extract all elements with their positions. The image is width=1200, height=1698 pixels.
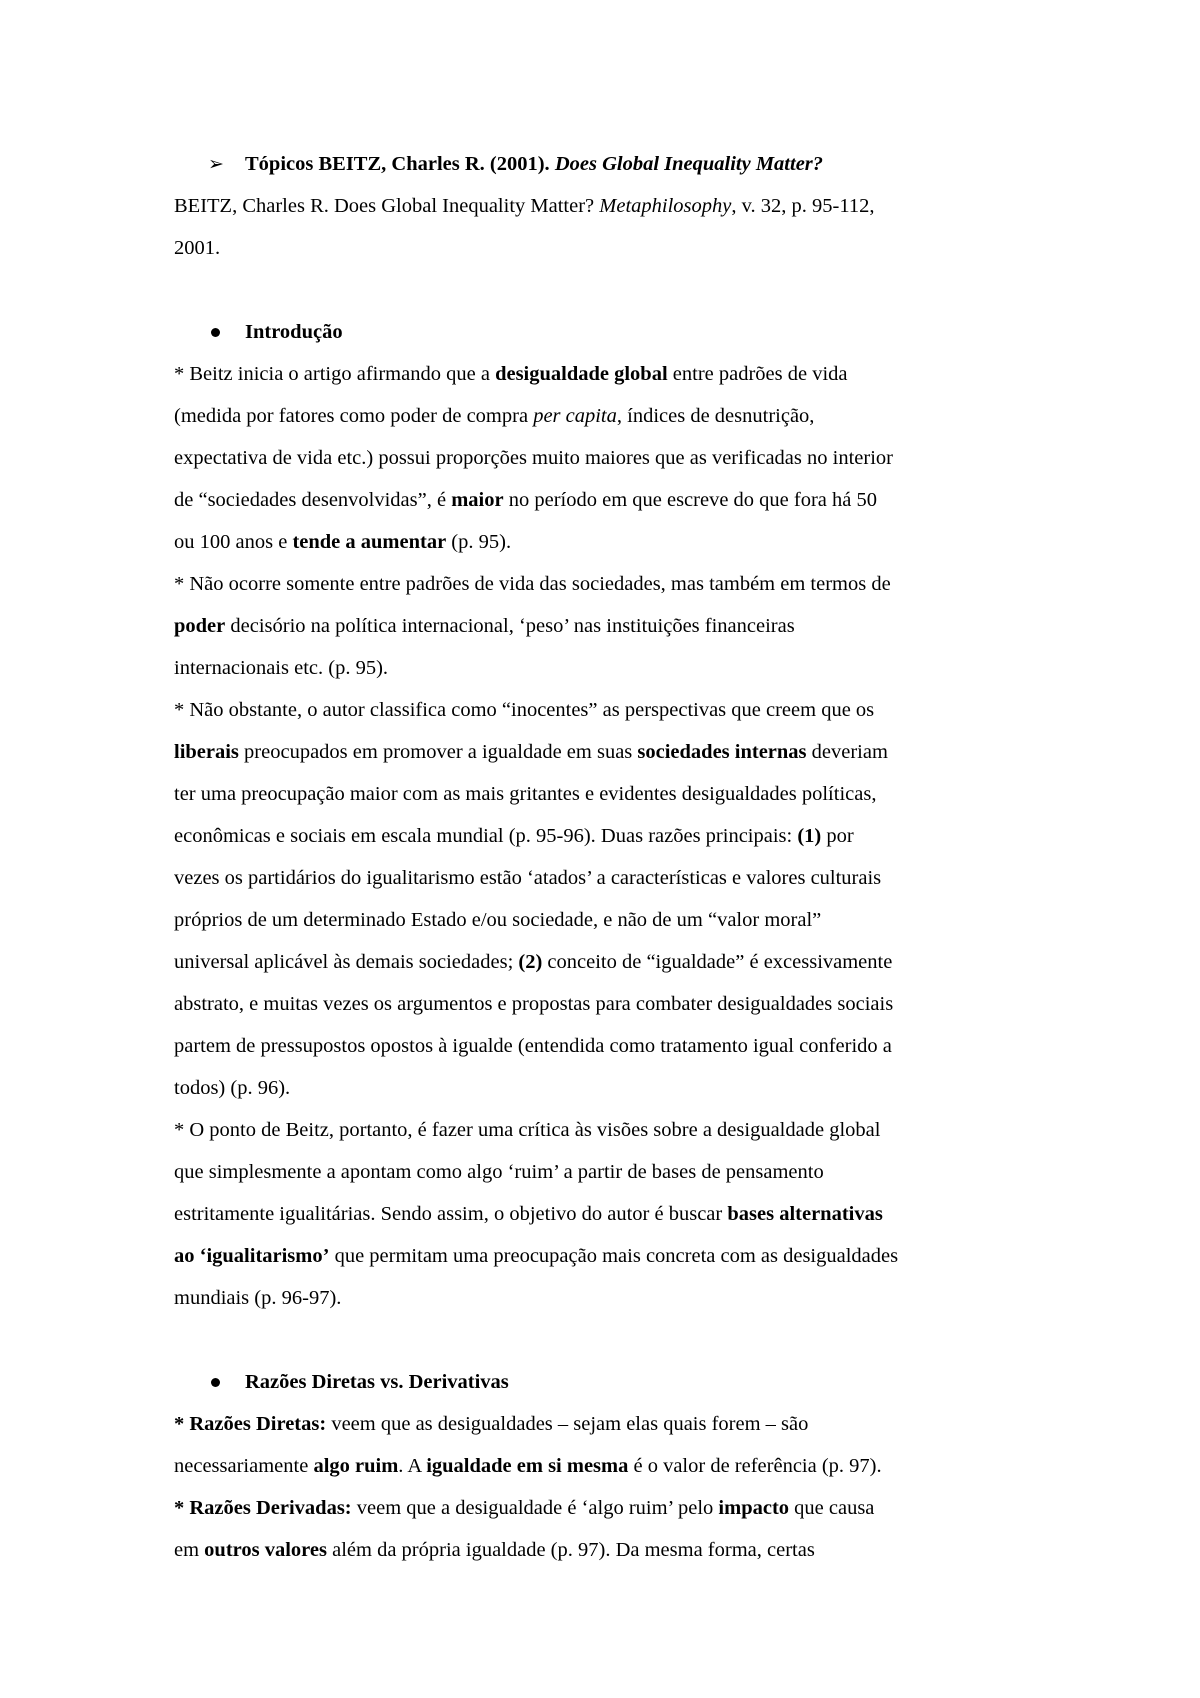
spacer xyxy=(174,269,1044,311)
text: deveriam xyxy=(806,741,888,763)
citation-line xyxy=(174,185,1044,227)
paragraph-line xyxy=(174,899,1044,941)
citation-text: BEITZ, Charles R. Does Global Inequality Matter? xyxy=(174,195,600,217)
bold-text: * Razões Diretas: xyxy=(174,1413,327,1435)
paragraph-line xyxy=(174,1067,1044,1109)
text: * O ponto de Beitz, portanto, é fazer uma crítica às visões sobre a desigualdade global xyxy=(174,1119,881,1141)
text: . A xyxy=(398,1455,427,1477)
text: de “sociedades desenvolvidas”, é xyxy=(174,489,452,511)
paragraph-line xyxy=(174,437,1044,479)
section-heading-intro xyxy=(174,311,1044,353)
bold-text: * Razões Derivadas: xyxy=(174,1497,352,1519)
section-title: Razões Diretas vs. Derivativas xyxy=(245,1371,509,1393)
paragraph-line xyxy=(174,1025,1044,1067)
citation-text: , v. 32, p. 95-112, xyxy=(731,195,875,217)
text: todos) (p. 96). xyxy=(174,1077,291,1099)
bold-text: (2) xyxy=(518,951,543,973)
paragraph-line xyxy=(174,689,1044,731)
section-title: Introdução xyxy=(245,321,343,343)
bullet-icon xyxy=(211,328,220,337)
heading-title: Does Global Inequality Matter? xyxy=(554,153,824,175)
bold-text: igualdade em si mesma xyxy=(426,1455,629,1477)
italic-text: per capita xyxy=(533,405,617,427)
text: veem que a desigualdade é ‘algo ruim’ pelo xyxy=(351,1497,719,1519)
heading-text: Tópicos BEITZ, Charles R. (2001). xyxy=(245,153,555,175)
paragraph-line xyxy=(174,353,1044,395)
bold-text: ao ‘igualitarismo’ xyxy=(174,1245,330,1267)
bold-text: sociedades internas xyxy=(637,741,807,763)
text: * Beitz inicia o artigo afirmando que a xyxy=(174,363,496,385)
paragraph-line xyxy=(174,1487,1044,1529)
bold-text: maior xyxy=(451,489,504,511)
bold-text: bases alternativas xyxy=(727,1203,883,1225)
text: decisório na política internacional, ‘peso’ nas instituições financeiras xyxy=(225,615,795,637)
paragraph-line xyxy=(174,521,1044,563)
text: no período em que escreve do que fora há 50 xyxy=(503,489,878,511)
text: abstrato, e muitas vezes os argumentos e propostas para combater desigualdades sociais xyxy=(174,993,894,1015)
spacer xyxy=(174,1319,1044,1361)
text: * Não ocorre somente entre padrões de vida das sociedades, mas também em termos de xyxy=(174,573,891,595)
text: além da própria igualdade (p. 97). Da mesma forma, certas xyxy=(326,1539,815,1561)
bullet-icon xyxy=(211,1378,220,1387)
citation-journal: Metaphilosophy xyxy=(599,195,732,217)
paragraph-line xyxy=(174,983,1044,1025)
bold-text: liberais xyxy=(174,741,239,763)
paragraph-line xyxy=(174,1151,1044,1193)
text: veem que as desigualdades – sejam elas quais forem – são xyxy=(326,1413,809,1435)
text: partem de pressupostos opostos à igualde (entendida como tratamento igual conferido a xyxy=(174,1035,892,1057)
paragraph-line xyxy=(174,605,1044,647)
paragraph-line xyxy=(174,1445,1044,1487)
arrow-bullet-icon: ➢ xyxy=(208,153,224,175)
paragraph-line xyxy=(174,1193,1044,1235)
paragraph-line xyxy=(174,1277,1044,1319)
text: ter uma preocupação maior com as mais gritantes e evidentes desigualdades políticas, xyxy=(174,783,877,805)
text: que permitam uma preocupação mais concreta com as desigualdades xyxy=(329,1245,899,1267)
paragraph-line xyxy=(174,1529,1044,1571)
section-heading-razoes xyxy=(174,1361,1044,1403)
paragraph-line xyxy=(174,1235,1044,1277)
document-body xyxy=(174,143,1044,1571)
bold-text: tende a aumentar xyxy=(292,531,447,553)
paragraph-line xyxy=(174,731,1044,773)
paragraph-line xyxy=(174,815,1044,857)
text: por xyxy=(821,825,854,847)
text: ou 100 anos e xyxy=(174,531,293,553)
text: necessariamente xyxy=(174,1455,314,1477)
text: próprios de um determinado Estado e/ou sociedade, e não de um “valor moral” xyxy=(174,909,822,931)
text: é o valor de referência (p. 97). xyxy=(628,1455,882,1477)
text: , índices de desnutrição, xyxy=(616,405,815,427)
bold-text: poder xyxy=(174,615,226,637)
citation-line xyxy=(174,227,1044,269)
paragraph-line xyxy=(174,479,1044,521)
text: (medida por fatores como poder de compra xyxy=(174,405,534,427)
bold-text: (1) xyxy=(797,825,822,847)
text: conceito de “igualdade” é excessivamente xyxy=(542,951,893,973)
paragraph-line xyxy=(174,773,1044,815)
paragraph-line xyxy=(174,857,1044,899)
text: mundiais (p. 96-97). xyxy=(174,1287,342,1309)
paragraph-line xyxy=(174,1403,1044,1445)
paragraph-line xyxy=(174,563,1044,605)
text: expectativa de vida etc.) possui proporções muito maiores que as verificadas no interior xyxy=(174,447,893,469)
citation-year: 2001. xyxy=(174,237,221,259)
text: universal aplicável às demais sociedades; xyxy=(174,951,519,973)
bold-text: outros valores xyxy=(204,1539,327,1561)
bold-text: algo ruim xyxy=(313,1455,399,1477)
paragraph-line xyxy=(174,1109,1044,1151)
text: em xyxy=(174,1539,205,1561)
bold-text: impacto xyxy=(718,1497,790,1519)
text: (p. 95). xyxy=(446,531,512,553)
text: econômicas e sociais em escala mundial (p. 95-96). Duas razões principais: xyxy=(174,825,798,847)
text: preocupados em promover a igualdade em suas xyxy=(238,741,638,763)
bold-text: desigualdade global xyxy=(495,363,668,385)
text: * Não obstante, o autor classifica como “inocentes” as perspectivas que creem que os xyxy=(174,699,875,721)
text: que causa xyxy=(789,1497,875,1519)
doc-heading xyxy=(174,143,1044,185)
paragraph-line xyxy=(174,941,1044,983)
text: entre padrões de vida xyxy=(667,363,848,385)
paragraph-line xyxy=(174,647,1044,689)
text: que simplesmente a apontam como algo ‘ruim’ a partir de bases de pensamento xyxy=(174,1161,824,1183)
text: estritamente igualitárias. Sendo assim, o objetivo do autor é buscar xyxy=(174,1203,728,1225)
text: internacionais etc. (p. 95). xyxy=(174,657,389,679)
text: vezes os partidários do igualitarismo estão ‘atados’ a características e valores culturais xyxy=(174,867,882,889)
paragraph-line xyxy=(174,395,1044,437)
